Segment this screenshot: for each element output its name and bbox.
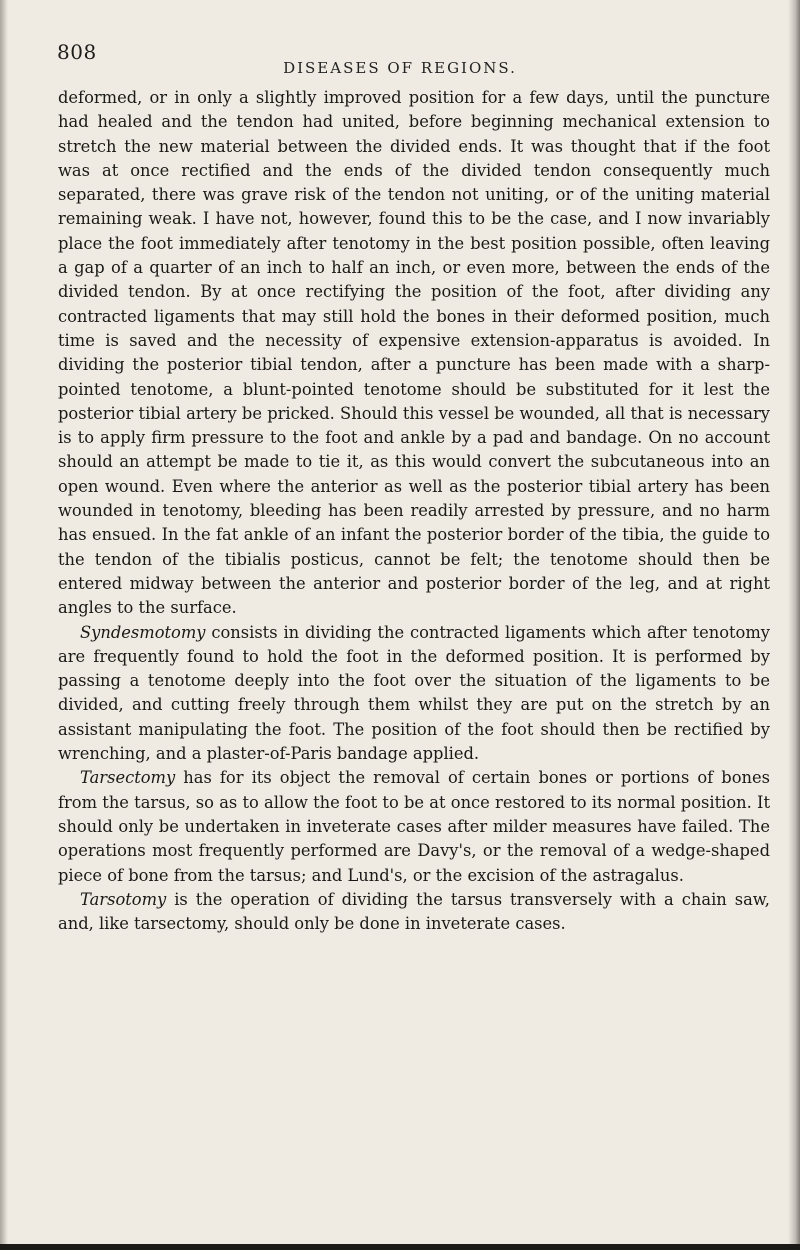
paragraph-text: consists in dividing the contracted ligaments which after tenotomy are frequently found to hold the foot in the deformed position. It is performed by passing a tenotome deeply into the foot over the situation of the ligaments to be divided, and cutting freely through them whilst they are put on the stretch by an assistant manipulating the foot. The position of the foot should then be rectified by wrenching, and a plaster-of-Paris bandage applied. <box>58 622 770 764</box>
paragraph-text: has for its object the removal of certain bones or portions of bones from the tarsus, so as to allow the foot to be at once restored to its normal position. It should only be undertaken in inveterate cases after milder measures have failed. The operations most frequently performed are Davy's, or the removal of a wedge-shaped piece of bone from the tarsus; and Lund's, or the excision of the astragalus. <box>58 768 770 885</box>
page-bottom-edge <box>0 1244 800 1250</box>
paragraph-syndesmotomy <box>58 621 770 767</box>
body-text <box>58 86 770 936</box>
page-number: 808 <box>57 40 97 64</box>
paragraph-continuation <box>58 86 770 621</box>
running-head: DISEASES OF REGIONS. <box>283 59 517 77</box>
term-tarsectomy: Tarsectomy <box>80 768 176 788</box>
page-left-edge <box>0 0 8 1250</box>
term-syndesmotomy: Syndesmotomy <box>80 622 206 642</box>
page-spine-shadow <box>788 0 800 1250</box>
paragraph-tarsectomy <box>58 766 770 887</box>
term-tarsotomy: Tarsotomy <box>80 889 167 909</box>
paragraph-tarsotomy <box>58 888 770 937</box>
paragraph-text: is the operation of dividing the tarsus transversely with a chain saw, and, like tarsectomy, should only be done in inveterate cases. <box>58 889 770 934</box>
paragraph-text: deformed, or in only a slightly improved position for a few days, until the puncture had healed and the tendon had united, before beginning mechanical extension to stretch the new material between the divided ends. It was thought that if the foot was at once rectified and the ends of the divided tendon consequently much separated, there was grave risk of the tendon not uniting, or of the uniting material remaining weak. I have not, however, found this to be the case, and I now invariably place the foot immediately after tenotomy in the best position possible, often leaving a gap of a quarter of an inch to half an inch, or even more, between the ends of the divided tendon. By at once rectifying the position of the foot, after dividing any contracted ligaments that may still hold the bones in their deformed position, much time is saved and the necessity of expensive extension-apparatus is avoided. In dividing the posterior tibial tendon, after a puncture has been made with a sharp-pointed tenotome, a blunt-pointed tenotome should be substituted for it lest the posterior tibial artery be pricked. Should this vessel be wounded, all that is necessary is to apply firm pressure to the foot and ankle by a pad and bandage. On no account should an attempt be made to tie it, as this would convert the subcutaneous into an open wound. Even where the anterior as well as the posterior tibial artery has been wounded in tenotomy, bleeding has been readily arrested by pressure, and no harm has ensued. In the fat ankle of an infant the posterior border of the tibia, the guide to the tendon of the tibialis posticus, cannot be felt; the tenotome should then be entered midway between the anterior and posterior border of the leg, and at right angles to the surface. <box>58 88 770 618</box>
